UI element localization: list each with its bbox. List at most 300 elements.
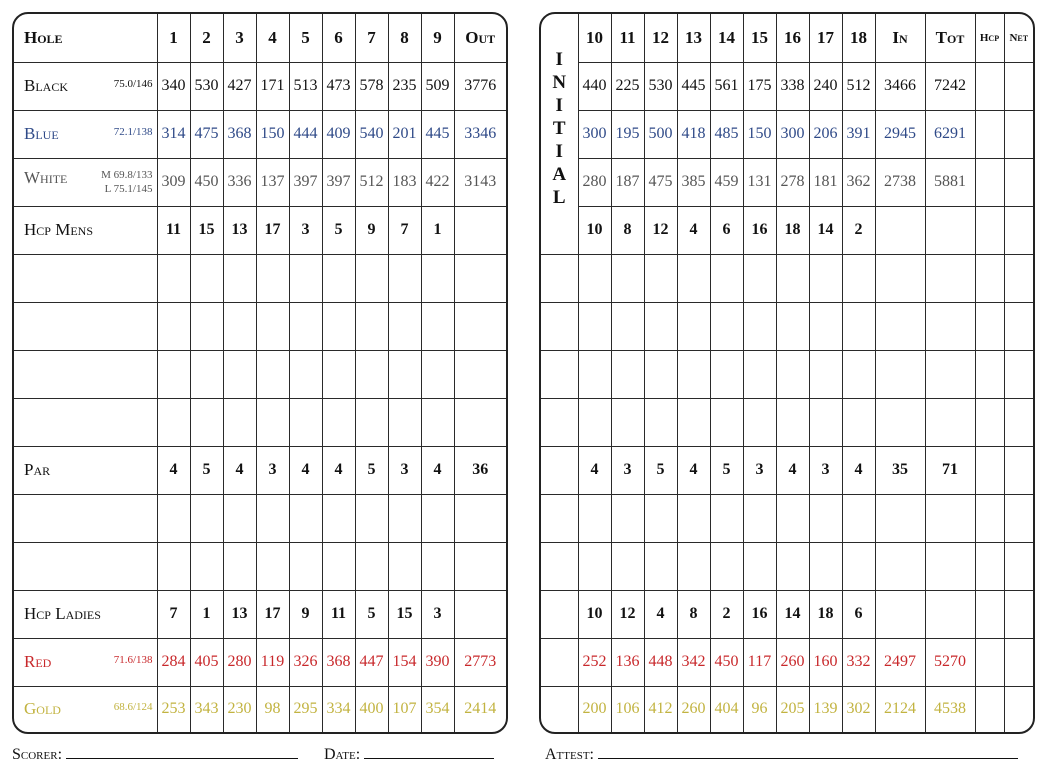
score-cell[interactable] — [223, 494, 256, 542]
out-total: 3143 — [454, 158, 506, 206]
score-cell[interactable] — [776, 302, 809, 350]
yardage-cell: 473 — [322, 62, 355, 110]
score-cell[interactable] — [355, 254, 388, 302]
score-cell[interactable] — [157, 398, 190, 446]
score-cell[interactable] — [388, 350, 421, 398]
score-cell[interactable] — [322, 302, 355, 350]
yardage-cell: 448 — [644, 638, 677, 686]
row-label-text: White — [24, 168, 68, 187]
initial-cell[interactable] — [541, 494, 578, 542]
score-cell[interactable] — [256, 542, 289, 590]
score-cell[interactable] — [842, 494, 875, 542]
hcp-cell[interactable] — [975, 494, 1004, 542]
yardage-cell: 422 — [421, 158, 454, 206]
yardage-cell: 561 — [710, 62, 743, 110]
yardage-cell: 4 — [776, 446, 809, 494]
yardage-cell: 444 — [289, 110, 322, 158]
out-label: Out — [454, 14, 506, 62]
score-cell[interactable] — [256, 398, 289, 446]
row-label-par — [14, 446, 157, 494]
net-cell[interactable] — [1004, 638, 1033, 686]
row-label-text: Black — [24, 76, 69, 95]
yardage-cell: 530 — [644, 62, 677, 110]
score-cell[interactable] — [190, 254, 223, 302]
back-nine-table — [541, 14, 1033, 732]
in-total: 2945 — [875, 110, 925, 158]
hole-number: 15 — [743, 14, 776, 62]
tot-score-cell[interactable] — [925, 302, 975, 350]
yardage-cell: 326 — [289, 638, 322, 686]
score-cell[interactable] — [842, 302, 875, 350]
hcp-cell[interactable] — [975, 350, 1004, 398]
initial-cell[interactable] — [541, 302, 578, 350]
yardage-cell: 280 — [223, 638, 256, 686]
net-cell[interactable] — [1004, 254, 1033, 302]
score-cell[interactable] — [644, 254, 677, 302]
table-row — [541, 206, 1033, 254]
score-cell[interactable] — [421, 302, 454, 350]
net-label: Net — [1004, 14, 1033, 62]
yardage-cell: 5 — [190, 446, 223, 494]
score-cell[interactable] — [743, 302, 776, 350]
score-cell[interactable] — [710, 254, 743, 302]
yardage-cell: 187 — [611, 158, 644, 206]
yardage-cell: 418 — [677, 110, 710, 158]
yardage-cell: 4 — [322, 446, 355, 494]
out-score-cell[interactable] — [454, 542, 506, 590]
score-cell[interactable] — [421, 350, 454, 398]
hcp-cell[interactable] — [975, 590, 1004, 638]
yardage-cell: 447 — [355, 638, 388, 686]
in-score-cell[interactable] — [875, 398, 925, 446]
table-row — [541, 302, 1033, 350]
player-name-cell[interactable] — [14, 494, 157, 542]
row-label-red — [14, 638, 157, 686]
yardage-cell: 16 — [743, 590, 776, 638]
hcp-cell[interactable] — [975, 638, 1004, 686]
score-cell[interactable] — [809, 398, 842, 446]
yardage-cell: 160 — [809, 638, 842, 686]
yardage-cell: 3 — [289, 206, 322, 254]
score-cell[interactable] — [677, 350, 710, 398]
score-cell[interactable] — [223, 542, 256, 590]
tot-total: 5270 — [925, 638, 975, 686]
yardage-cell: 15 — [388, 590, 421, 638]
out-total: 2773 — [454, 638, 506, 686]
in-total: 3466 — [875, 62, 925, 110]
initial-letter: I — [555, 95, 563, 116]
yardage-cell: 154 — [388, 638, 421, 686]
initial-cell[interactable] — [541, 254, 578, 302]
yardage-cell: 578 — [355, 62, 388, 110]
table-row — [14, 590, 506, 638]
score-cell[interactable] — [388, 542, 421, 590]
tot-score-cell[interactable] — [925, 350, 975, 398]
net-cell[interactable] — [1004, 302, 1033, 350]
yardage-cell: 181 — [809, 158, 842, 206]
out-total: 3346 — [454, 110, 506, 158]
yardage-cell: 475 — [644, 158, 677, 206]
yardage-cell: 11 — [157, 206, 190, 254]
net-cell[interactable] — [1004, 62, 1033, 110]
score-cell[interactable] — [710, 494, 743, 542]
yardage-cell: 11 — [322, 590, 355, 638]
tot-score-cell[interactable] — [925, 398, 975, 446]
yardage-cell: 195 — [611, 110, 644, 158]
hcp-cell[interactable] — [975, 110, 1004, 158]
yardage-cell: 150 — [256, 110, 289, 158]
yardage-cell: 3 — [809, 446, 842, 494]
yardage-cell: 3 — [611, 446, 644, 494]
yardage-cell: 15 — [190, 206, 223, 254]
hcp-cell[interactable] — [975, 206, 1004, 254]
score-cell[interactable] — [677, 302, 710, 350]
score-cell[interactable] — [421, 542, 454, 590]
out-score-cell[interactable] — [454, 254, 506, 302]
in-score-cell[interactable] — [875, 350, 925, 398]
yardage-cell: 343 — [190, 686, 223, 732]
table-row — [14, 302, 506, 350]
score-cell[interactable] — [644, 542, 677, 590]
score-cell[interactable] — [677, 542, 710, 590]
score-cell[interactable] — [322, 542, 355, 590]
score-cell[interactable] — [809, 494, 842, 542]
score-cell[interactable] — [421, 398, 454, 446]
score-cell[interactable] — [388, 254, 421, 302]
yardage-cell: 5 — [355, 590, 388, 638]
score-cell[interactable] — [842, 398, 875, 446]
yardage-cell: 513 — [289, 62, 322, 110]
yardage-cell: 106 — [611, 686, 644, 732]
table-row — [541, 254, 1033, 302]
score-cell[interactable] — [743, 254, 776, 302]
score-cell[interactable] — [223, 350, 256, 398]
player-name-cell[interactable] — [14, 350, 157, 398]
yardage-cell: 4 — [677, 206, 710, 254]
score-cell[interactable] — [611, 254, 644, 302]
front-nine-card — [12, 12, 508, 734]
score-cell[interactable] — [776, 494, 809, 542]
yardage-cell: 500 — [644, 110, 677, 158]
score-cell[interactable] — [611, 542, 644, 590]
date-line[interactable] — [364, 744, 494, 759]
table-row — [14, 206, 506, 254]
score-cell[interactable] — [644, 398, 677, 446]
score-cell[interactable] — [776, 350, 809, 398]
hole-number: 17 — [809, 14, 842, 62]
score-cell[interactable] — [677, 398, 710, 446]
yardage-cell: 260 — [677, 686, 710, 732]
yardage-cell: 16 — [743, 206, 776, 254]
yardage-cell: 201 — [388, 110, 421, 158]
score-cell[interactable] — [776, 254, 809, 302]
net-cell[interactable] — [1004, 398, 1033, 446]
yardage-cell: 171 — [256, 62, 289, 110]
yardage-cell: 225 — [611, 62, 644, 110]
score-cell[interactable] — [289, 542, 322, 590]
net-cell[interactable] — [1004, 590, 1033, 638]
score-cell[interactable] — [578, 494, 611, 542]
initial-cell[interactable] — [541, 638, 578, 686]
yardage-cell: 107 — [388, 686, 421, 732]
score-cell[interactable] — [743, 350, 776, 398]
initial-cell[interactable] — [541, 590, 578, 638]
score-cell[interactable] — [190, 302, 223, 350]
score-cell[interactable] — [157, 302, 190, 350]
tot-total: 5881 — [925, 158, 975, 206]
initial-cell[interactable] — [541, 398, 578, 446]
score-cell[interactable] — [710, 398, 743, 446]
row-label-text: Blue — [24, 124, 59, 143]
score-cell[interactable] — [157, 254, 190, 302]
hole-number: 7 — [355, 14, 388, 62]
score-cell[interactable] — [578, 302, 611, 350]
score-cell[interactable] — [223, 302, 256, 350]
score-cell[interactable] — [743, 398, 776, 446]
score-cell[interactable] — [322, 398, 355, 446]
score-cell[interactable] — [289, 494, 322, 542]
yardage-cell: 405 — [190, 638, 223, 686]
row-label-text: Par — [24, 460, 51, 479]
player-name-cell[interactable] — [14, 302, 157, 350]
initial-cell[interactable] — [541, 350, 578, 398]
score-cell[interactable] — [190, 494, 223, 542]
hole-number: 4 — [256, 14, 289, 62]
table-row — [14, 62, 506, 110]
table-row — [541, 686, 1033, 732]
score-cell[interactable] — [743, 494, 776, 542]
score-cell[interactable] — [421, 254, 454, 302]
net-cell[interactable] — [1004, 446, 1033, 494]
hole-number: 18 — [842, 14, 875, 62]
score-cell[interactable] — [289, 302, 322, 350]
score-cell[interactable] — [611, 302, 644, 350]
score-cell[interactable] — [611, 494, 644, 542]
attest-line[interactable] — [598, 744, 1018, 759]
score-cell[interactable] — [578, 542, 611, 590]
hole-number: 13 — [677, 14, 710, 62]
hcp-cell[interactable] — [975, 254, 1004, 302]
in-score-cell[interactable] — [875, 254, 925, 302]
hcp-cell[interactable] — [975, 446, 1004, 494]
score-cell[interactable] — [157, 350, 190, 398]
player-name-cell[interactable] — [14, 398, 157, 446]
score-cell[interactable] — [355, 302, 388, 350]
score-cell[interactable] — [710, 542, 743, 590]
out-total — [454, 590, 506, 638]
yardage-cell: 362 — [842, 158, 875, 206]
score-cell[interactable] — [157, 494, 190, 542]
row-label-hcp_mens — [14, 206, 157, 254]
in-score-cell[interactable] — [875, 302, 925, 350]
yardage-cell: 4 — [842, 446, 875, 494]
out-score-cell[interactable] — [454, 350, 506, 398]
score-cell[interactable] — [256, 350, 289, 398]
yardage-cell: 5 — [355, 446, 388, 494]
score-cell[interactable] — [388, 398, 421, 446]
yardage-cell: 3 — [421, 590, 454, 638]
hcp-cell[interactable] — [975, 158, 1004, 206]
yardage-cell: 4 — [223, 446, 256, 494]
initial-letter: I — [555, 49, 563, 70]
yardage-cell: 512 — [842, 62, 875, 110]
yardage-cell: 175 — [743, 62, 776, 110]
score-cell[interactable] — [842, 254, 875, 302]
score-cell[interactable] — [355, 350, 388, 398]
yardage-cell: 450 — [190, 158, 223, 206]
player-name-cell[interactable] — [14, 542, 157, 590]
score-cell[interactable] — [223, 398, 256, 446]
yardage-cell: 235 — [388, 62, 421, 110]
tot-score-cell[interactable] — [925, 254, 975, 302]
score-cell[interactable] — [355, 542, 388, 590]
hole-number: 14 — [710, 14, 743, 62]
score-cell[interactable] — [289, 254, 322, 302]
net-cell[interactable] — [1004, 206, 1033, 254]
yardage-cell: 8 — [611, 206, 644, 254]
score-cell[interactable] — [677, 494, 710, 542]
score-cell[interactable] — [388, 302, 421, 350]
hcp-cell[interactable] — [975, 398, 1004, 446]
hole-number: 1 — [157, 14, 190, 62]
attest-field[interactable] — [545, 744, 1018, 764]
score-cell[interactable] — [190, 542, 223, 590]
score-cell[interactable] — [809, 350, 842, 398]
yardage-cell: 512 — [355, 158, 388, 206]
score-cell[interactable] — [322, 350, 355, 398]
hcp-cell[interactable] — [975, 686, 1004, 732]
yardage-cell: 3 — [256, 446, 289, 494]
tot-total — [925, 206, 975, 254]
yardage-cell: 450 — [710, 638, 743, 686]
table-row — [14, 638, 506, 686]
score-cell[interactable] — [611, 398, 644, 446]
hcp-cell[interactable] — [975, 302, 1004, 350]
score-cell[interactable] — [256, 254, 289, 302]
score-cell[interactable] — [578, 398, 611, 446]
initial-cell[interactable] — [541, 446, 578, 494]
yardage-cell: 206 — [809, 110, 842, 158]
out-score-cell[interactable] — [454, 302, 506, 350]
yardage-cell: 336 — [223, 158, 256, 206]
course-rating — [101, 168, 152, 196]
tot-score-cell[interactable] — [925, 542, 975, 590]
out-total: 2414 — [454, 686, 506, 732]
yardage-cell: 10 — [578, 206, 611, 254]
score-cell[interactable] — [355, 494, 388, 542]
scorer-field[interactable] — [12, 744, 298, 764]
net-cell[interactable] — [1004, 542, 1033, 590]
score-cell[interactable] — [611, 350, 644, 398]
score-cell[interactable] — [578, 254, 611, 302]
yardage-cell: 397 — [322, 158, 355, 206]
score-cell[interactable] — [421, 494, 454, 542]
out-score-cell[interactable] — [454, 398, 506, 446]
score-cell[interactable] — [776, 398, 809, 446]
score-cell[interactable] — [743, 542, 776, 590]
hcp-cell[interactable] — [975, 62, 1004, 110]
out-score-cell[interactable] — [454, 494, 506, 542]
hole-number: 9 — [421, 14, 454, 62]
hole-label: Hole — [14, 14, 157, 62]
table-row — [541, 110, 1033, 158]
table-row — [541, 62, 1033, 110]
yardage-cell: 354 — [421, 686, 454, 732]
score-cell[interactable] — [809, 254, 842, 302]
player-name-cell[interactable] — [14, 254, 157, 302]
initial-letter: L — [552, 187, 566, 208]
score-cell[interactable] — [578, 350, 611, 398]
course-rating: 68.6/124 — [113, 701, 153, 714]
tot-score-cell[interactable] — [925, 494, 975, 542]
yardage-cell: 253 — [157, 686, 190, 732]
net-cell[interactable] — [1004, 494, 1033, 542]
yardage-cell: 4 — [578, 446, 611, 494]
scorer-label: Scorer: — [12, 746, 63, 763]
score-cell[interactable] — [809, 542, 842, 590]
in-score-cell[interactable] — [875, 542, 925, 590]
back-nine-card — [539, 12, 1035, 734]
score-cell[interactable] — [322, 494, 355, 542]
yardage-cell: 338 — [776, 62, 809, 110]
yardage-cell: 1 — [190, 590, 223, 638]
net-cell[interactable] — [1004, 350, 1033, 398]
scorer-line[interactable] — [66, 744, 298, 759]
score-cell[interactable] — [809, 302, 842, 350]
score-cell[interactable] — [355, 398, 388, 446]
score-cell[interactable] — [710, 302, 743, 350]
net-cell[interactable] — [1004, 158, 1033, 206]
score-cell[interactable] — [644, 350, 677, 398]
score-cell[interactable] — [223, 254, 256, 302]
net-cell[interactable] — [1004, 686, 1033, 732]
score-cell[interactable] — [289, 350, 322, 398]
initial-cell[interactable] — [541, 686, 578, 732]
yardage-cell: 230 — [223, 686, 256, 732]
yardage-cell: 9 — [289, 590, 322, 638]
yardage-cell: 485 — [710, 110, 743, 158]
table-row — [541, 638, 1033, 686]
score-cell[interactable] — [157, 542, 190, 590]
initial-cell[interactable] — [541, 542, 578, 590]
score-cell[interactable] — [289, 398, 322, 446]
score-cell[interactable] — [842, 350, 875, 398]
yardage-cell: 445 — [677, 62, 710, 110]
score-cell[interactable] — [190, 398, 223, 446]
score-cell[interactable] — [644, 494, 677, 542]
score-cell[interactable] — [644, 302, 677, 350]
out-total: 36 — [454, 446, 506, 494]
score-cell[interactable] — [256, 494, 289, 542]
score-cell[interactable] — [388, 494, 421, 542]
yardage-cell: 4 — [157, 446, 190, 494]
score-cell[interactable] — [256, 302, 289, 350]
score-cell[interactable] — [776, 542, 809, 590]
score-cell[interactable] — [322, 254, 355, 302]
hole-number: 12 — [644, 14, 677, 62]
hcp-label: Hcp — [975, 14, 1004, 62]
score-cell[interactable] — [190, 350, 223, 398]
net-cell[interactable] — [1004, 110, 1033, 158]
hole-number: 5 — [289, 14, 322, 62]
in-score-cell[interactable] — [875, 494, 925, 542]
hcp-cell[interactable] — [975, 542, 1004, 590]
yardage-cell: 385 — [677, 158, 710, 206]
score-cell[interactable] — [677, 254, 710, 302]
date-field[interactable] — [324, 744, 494, 764]
score-cell[interactable] — [710, 350, 743, 398]
score-cell[interactable] — [842, 542, 875, 590]
